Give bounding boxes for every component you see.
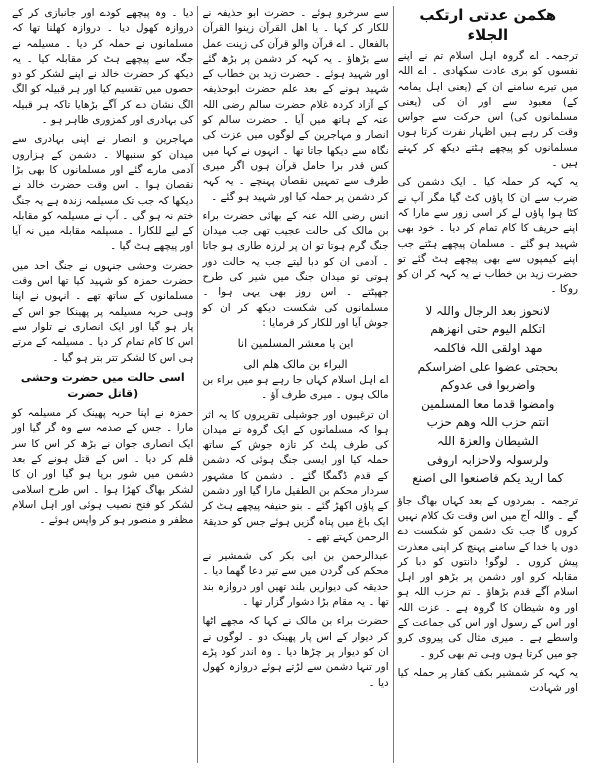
paragraph: اے اہل اسلام کہاں جا رہے ہو میں براء بن مالک ہوں ۔ میری طرف آؤ ۔: [202, 373, 389, 402]
right-column: [393, 6, 582, 763]
middle-column: [197, 6, 392, 763]
arabic-line: الشیطان والعزۃ اللہ: [437, 433, 539, 448]
paragraph: ترجمہ۔ اے گروہ اہل اسلام تم نے اپنے نفسوں کو بری عادت سکھادی ۔ اے اللہ میں تیرے سامنے ان کے (یعنی اہل یمامہ کے) معبود سے اور ان کی (یعنی مسلمانوں کی) اس حرکت سے جواس وقت کر رہے ہیں اظہار نفرت کرتا ہوں مسلمانوں کو پیچھے ہٹتے دیکھ کر کہتے ہیں ۔: [397, 50, 578, 170]
paragraph: دیا ۔ وہ پیچھے کودے اور جانبازی کر کے دروازہ کھول دیا ۔ دروازہ کھلنا تھا کہ مسلمانوں نے حملہ کر دیا ۔ مسیلمہ نے جگہ سے پیچھے ہٹ کر مقابلہ کیا ۔ یہ دیکھ کر حضرت خالد نے اپنے لشکر کو دو حصوں میں تقسیم کیا اور ہر قبیلہ کو الگ الگ نشان دے کر آگے بڑھایا تاکہ ہر قبیلہ کی بہادری اور کمزوری ظاہر ہو ۔: [12, 7, 194, 127]
paragraph: ان ترغیبوں اور جوشیلی تقریروں کا یہ اثر ہوا کہ مسلمانوں کے ایک گروہ نے میدان کی طرف پلٹ کر تازہ جوش کے ساتھ حملہ کیا اور ایسی جنگ ہوئی کہ دشمن کے قدم ڈگمگا گئے ۔ دشمن کا مشہور سردار محکم بن الطفیل مارا گیا اور دشمن کے پاؤں اکھڑ گئے ۔ بنو حنیفہ پیچھے ہٹ کر ایک باغ میں پناہ گزیں ہوئے جس کو حدیقۃ الرحمن کہتے تھے ۔: [202, 408, 389, 543]
arabic-verse-block: [398, 302, 578, 488]
arabic-line: ولرسولہ ولاحزابہ اروفی: [426, 452, 549, 467]
paragraph: حضرت وحشی جنہوں نے جنگ احد میں حضرت حمزہ کو شہید کیا تھا اس وقت مسلمانوں کے ساتھ تھے ۔ انہوں نے اپنا وہی حربہ مسیلمہ پر پھینکا جو اس کے پار ہو گیا اور ایک انصاری نے تلوار سے اس کا کام تمام کر دیا ۔ مسیلمہ کے مرتے ہی اس کا لشکر تتر بتر ہو گیا ۔: [12, 259, 194, 364]
left-column: [8, 6, 197, 763]
paragraph: انس رضی اللہ عنہ کے بھائی حضرت براء بن مالک کی حالت عجیب تھی جب میدان جنگ گرم ہوتا تو ان پر لرزہ طاری ہو جاتا ۔ آدمی ان کو دبا لیتے جب یہ حالت دور ہوتی تو میدان جنگ میں شیر کی طرح جھپٹتے ۔ اس روز بھی یہی ہوا ۔ مسلمانوں کی شکست دیکھ کر ان کو جوش آیا اور للکار کر فرمایا :: [202, 209, 389, 329]
verse-line: البراء بن مالک ھلم الی: [243, 358, 348, 372]
paragraph: حضرت براء بن مالک نے کہا کہ مجھے اٹھا کر دیوار کے اس پار پھینک دو ۔ لوگوں نے ان کو دیوار پر چڑھا دیا ۔ وہ اندر کود پڑے اور تنہا دشمن سے لڑتے ہوئے دروازہ کھول دیا ۔: [202, 615, 389, 689]
arabic-line: مھد اولقی اللہ فاکلمہ: [432, 340, 543, 355]
paragraph: عبدالرحمن بن ابی بکر کی شمشیر نے محکم کی گردن میں سے تیر دعا گھما دیا ۔ حدیقہ کی دیواریں بلند تھیں اور دروازہ بند تھا ۔ یہ مقام بڑا دشوار گزار تھا ۔: [202, 550, 389, 609]
paragraph: یہ کہہ کر حملہ کیا ۔ ایک دشمن کی ضرب سے ان کا پاؤں کٹ گیا مگر آپ نے کٹا ہوا پاؤں لے کر اسی زور سے مارا کہ اپنے حریف کا کام تمام کر دیا ۔ خود بھی شہید ہو گئے ۔ مسلمان پیچھے ہٹتے جب اپنے کیمپوں سے بھی پیچھے ہٹ گئے تو حضرت زید بن خطاب نے یہ کہہ کر ان کو روکا ۔: [397, 176, 578, 296]
arabic-line: انتم حزب اللہ وھم حزب: [426, 415, 549, 430]
paragraph: یہ کہہ کر شمشیر بکف کفار پر حملہ کیا اور شہادت: [397, 666, 578, 695]
arabic-line: اتکلم الیوم حتی انھزھم: [430, 322, 546, 337]
paragraph: ترجمہ ۔ بمردوں کے بعد کہاں بھاگ جاؤ گے ۔ واللہ آج میں اس وقت تک کلام نہیں کروں گا جب تک دشمن کو شکست دے دوں یا خدا کے سامنے پہنچ کر اپنی معذرت پیش کروں ۔ لوگو! دانتوں کو دبا کر مقابلہ کرو اور دشمن پر بڑھو اور اہل اسلام آگے قدم بڑھاؤ ۔ تم حزب اللہ ہو اور وہ شیطان کا گروہ ہے ۔ عزت اللہ اور اس کے رسول اور اس کی جماعت کے واسطے ہے ۔ میری مثال کی پیروی کرو جو میں کرتا ہوں وہی تم بھی کرو ۔: [397, 494, 578, 660]
arabic-line: لانحوز بعد الرجال واللہ لا: [425, 303, 551, 318]
arabic-line: بحجتی عضوا علی اضراسکم: [417, 359, 558, 374]
section-title: اسی حالت میں حضرت وحشی (قاتل حضرت: [20, 370, 185, 400]
arabic-line: واضربوا فی عدوکم: [440, 378, 536, 393]
column-heading: ھکمن عدتی ارتکب الجلاء: [419, 6, 557, 44]
article-columns: [8, 6, 582, 763]
paragraph: سے سرخرو ہوئے ۔ حضرت ابو حذیفہ نے للکار کر کہا ۔ یا اھل القرآن زینوا القرآن بالفعال ۔ اے قرآن والو قرآن کی زینت عمل سے بڑھاؤ ۔ یہ کہہ کر دشمن پر بڑھ گئے اور شہید ہوئے ۔ حضرت زید بن خطاب کے شہید ہونے کے بعد علم حضرت ابوحذیفہ کے آزاد کردہ غلام حضرت سالم رضی اللہ عنہ کے ہاتھ میں آیا ۔ حضرت سالم کو انصار و مہاجرین کے لوگوں میں عزت کی نگاہ سے دیکھا جاتا تھا ۔ انہوں نے کہا میں کس قدر برا حامل قرآن ہوں اگر میری طرف سے تمہیں نقصان پہنچے ۔ یہ کہہ کر دشمن پر حملہ کیا اور شہید ہو گئے ۔: [202, 7, 389, 203]
paragraph: حمزہ نے اپنا حربہ پھینک کر مسیلمہ کو مارا ۔ جس کے صدمہ سے وہ گر گیا اور ایک انصاری جوان نے بڑھ کر اس کا سر قلم کر دیا ۔ اس کے قتل ہونے کے بعد دشمن میں شور برپا ہو گیا اور ان کا لشکر بھاگ کھڑا ہوا ۔ اس طرح اسلامی لشکر کو فتح نصیب ہوئی اور اہل اسلام مظفر و منصور ہو کر واپس ہوئے ۔: [12, 407, 194, 527]
paragraph: مہاجرین و انصار نے اپنی بہادری سے میدان کو سنبھالا ۔ دشمن کے ہزاروں آدمی مارے گئے اور مسلمانوں کا بھی بڑا نقصان ہوا ۔ اس وقت حضرت خالد نے دیکھا کہ جب تک مسیلمہ زندہ ہے یہ جنگ ختم نہ ہو گی ۔ آپ نے مسیلمہ کو مقابلہ کے لیے للکارا ۔ مسیلمہ مقابلہ میں نہ آیا اور پیچھے ہٹ گیا ۔: [12, 133, 194, 253]
verse-line: این یا معشر المسلمین انا: [237, 337, 354, 351]
arabic-line: کما ارید یکم فاصنعوا الی اصنع: [412, 471, 564, 486]
arabic-line: وامضوا قدما معا المسلمین: [421, 396, 555, 411]
